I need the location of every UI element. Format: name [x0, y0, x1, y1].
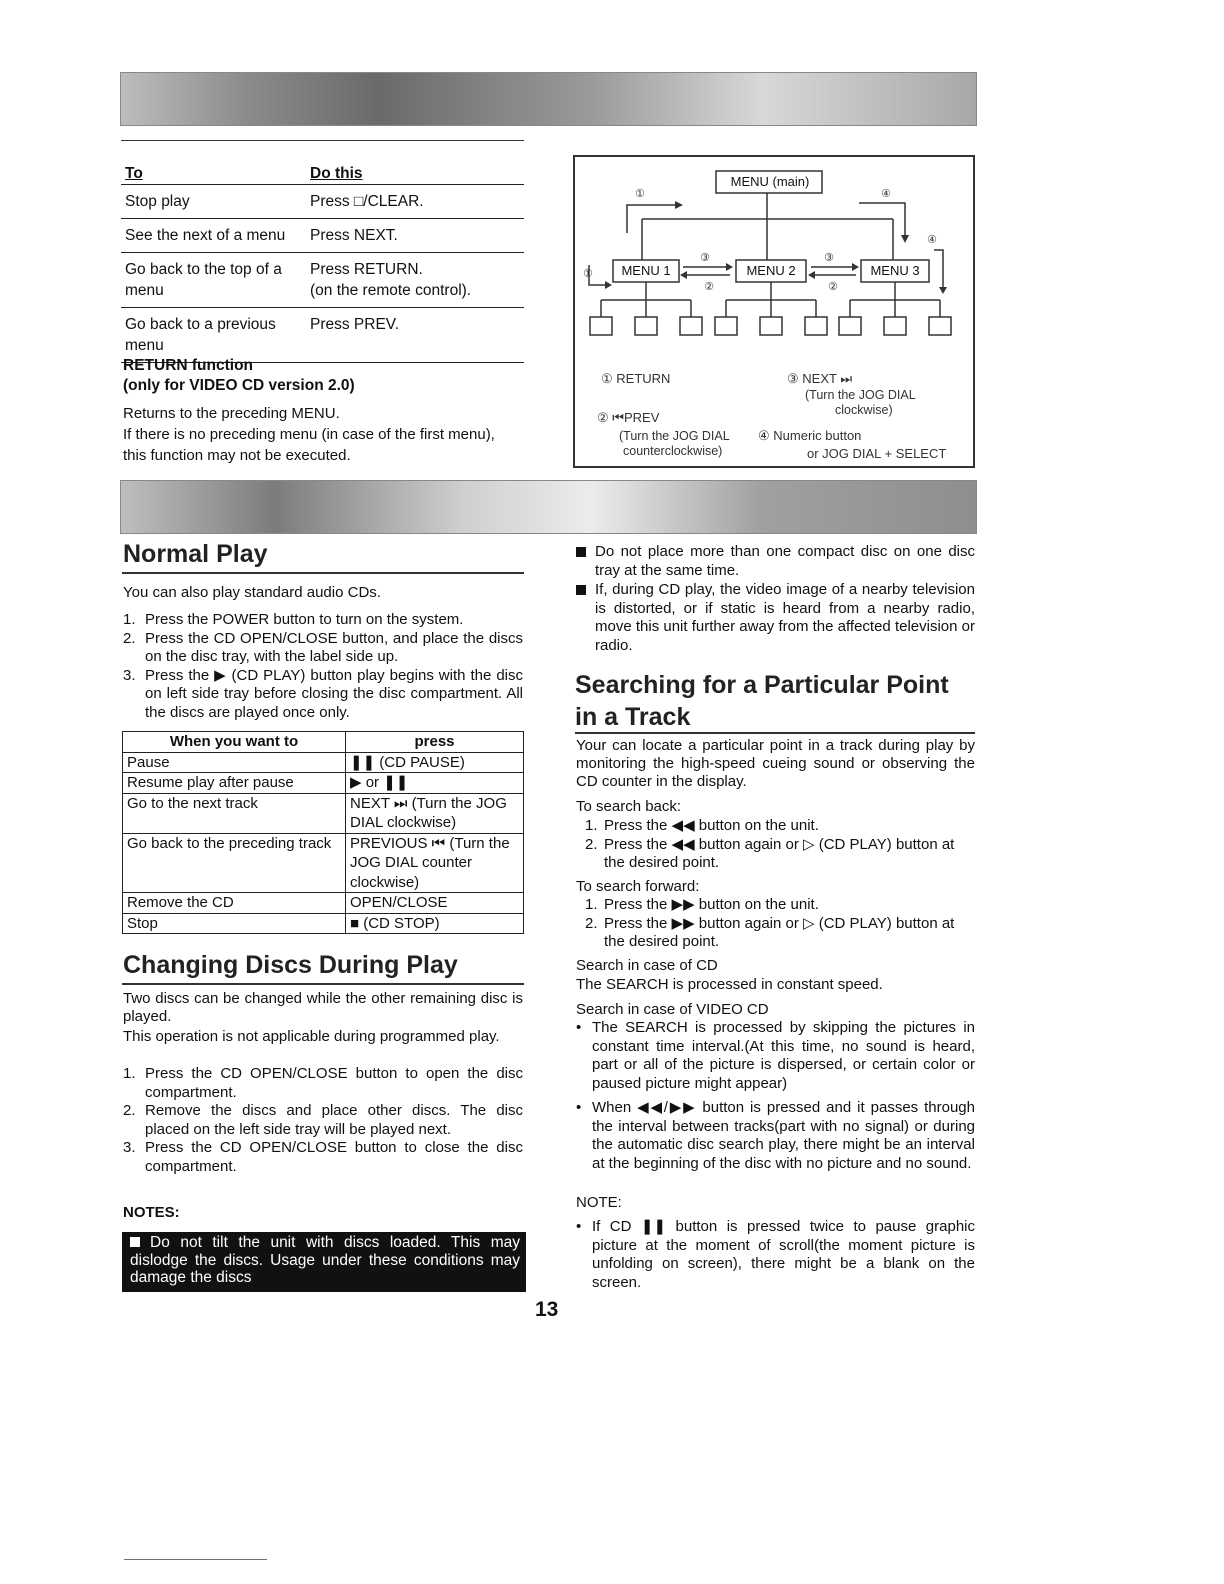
dot-bullet: • — [576, 1019, 582, 1036]
table-header-row — [123, 732, 524, 753]
table-header-row — [121, 163, 524, 185]
list-item — [123, 1102, 523, 1139]
step-number: 2. — [123, 1102, 136, 1119]
return-function-line3: this function may not be executed. — [123, 447, 351, 464]
table-row — [123, 893, 524, 914]
list-item — [123, 1065, 523, 1102]
svg-text:②: ② — [828, 280, 838, 293]
bullet-text: If, during CD play, the video image of a nearby television is distorted, or if static is heard from a nearby radio, move this unit further away from the affected television or radio. — [595, 581, 975, 654]
search-back-label: To search back: — [576, 798, 682, 815]
note-bullet-icon — [130, 1237, 140, 1247]
svg-text:③: ③ — [824, 251, 834, 264]
bullet-text: When ◀◀/▶▶ button is pressed and it passes through the interval between tracks(part with no signal) or during the automatic disc search play, there might be an interval at the beginning of the disc with no picture and no sound. — [592, 1099, 975, 1172]
dot-bullet: • — [576, 1099, 582, 1116]
legend-return: ① RETURN — [601, 371, 671, 386]
note-bullets — [576, 1218, 975, 1292]
note-box — [122, 1232, 526, 1292]
menu-control-table — [121, 163, 524, 363]
table-row — [121, 308, 524, 363]
changing-discs-heading: Changing Discs During Play — [123, 951, 458, 979]
list-item — [585, 817, 975, 836]
row-cell: Press PREV. — [310, 316, 400, 333]
table-row — [123, 752, 524, 773]
search-forward-label: To search forward: — [576, 878, 700, 895]
right-bullets — [576, 543, 975, 655]
step-number: 2. — [585, 914, 598, 932]
list-item — [576, 1099, 975, 1173]
searching-intro: Your can locate a particular point in a track during play by monitoring the high-speed cueing sound or observing the CD counter in the display. — [576, 737, 975, 790]
list-item — [585, 915, 975, 952]
svg-text:④: ④ — [927, 233, 937, 246]
list-item — [123, 1139, 523, 1176]
step-text: Press the ◀◀ button on the unit. — [604, 817, 819, 834]
menu-main-label: MENU (main) — [730, 174, 810, 189]
table-row — [123, 833, 524, 893]
bullet-text: If CD ❚❚ button is pressed twice to pause graphic picture at the moment of scroll(the moment picture is unfolding on screen), there might be a blank on the screen. — [592, 1218, 975, 1291]
note-box-text: Do not tilt the unit with discs loaded. This may dislodge the discs. Usage under these conditions may damage the discs — [130, 1234, 520, 1286]
section-banner — [120, 480, 977, 534]
row-cell: Press □/CLEAR. — [310, 193, 424, 210]
list-item — [585, 896, 975, 915]
search-forward-steps — [585, 896, 975, 952]
legend-numeric-sub: or JOG DIAL + SELECT — [807, 446, 947, 461]
row-cell: See the next of a menu — [125, 227, 286, 244]
list-item — [576, 581, 975, 655]
svg-text:③: ③ — [700, 251, 710, 264]
dot-bullet: • — [576, 1218, 582, 1235]
row-cell: Stop — [123, 913, 346, 934]
search-cd-label: Search in case of CD — [576, 957, 718, 974]
table-row — [121, 219, 524, 253]
menu-diagram — [573, 155, 975, 468]
step-number: 1. — [585, 896, 598, 913]
row-cell: Go back to the top of a menu — [125, 261, 282, 299]
svg-text:①: ① — [583, 267, 593, 280]
normal-play-intro: You can also play standard audio CDs. — [123, 584, 381, 601]
search-vcd-bullets — [576, 1019, 975, 1173]
row-cell: ■ (CD STOP) — [346, 913, 524, 934]
step-number: 1. — [585, 817, 598, 834]
header-do-this: Do this — [310, 165, 363, 182]
list-item — [576, 543, 975, 580]
changing-discs-p2: This operation is not applicable during programmed play. — [123, 1028, 500, 1045]
step-text: Press the ◀◀ button again or ▷ (CD PLAY) button at the desired point. — [604, 835, 955, 871]
step-text: Press the CD OPEN/CLOSE button, and place the discs on the disc tray, with the label side up. — [145, 629, 523, 665]
row-cell: PREVIOUS ⏮ (Turn the JOG DIAL counter clockwise) — [346, 833, 524, 893]
footer-link-line — [124, 1559, 267, 1560]
list-item — [123, 611, 523, 630]
header-to: To — [125, 165, 143, 182]
return-function-subtitle: (only for VIDEO CD version 2.0) — [123, 377, 355, 394]
table-row — [123, 793, 524, 833]
normal-play-table — [122, 731, 524, 934]
search-cd-text: The SEARCH is processed in constant speed. — [576, 976, 883, 993]
searching-heading-line2: in a Track — [575, 703, 691, 731]
row-cell: Pause — [123, 752, 346, 773]
step-text: Remove the discs and place other discs. The disc placed on the left side tray will be played next. — [145, 1102, 523, 1138]
row-cell: NEXT ⏭ (Turn the JOG DIAL clockwise) — [346, 793, 524, 833]
top-rule — [121, 140, 524, 141]
row-cell: Go back to a previous menu — [125, 316, 276, 354]
row-cell: Stop play — [125, 193, 190, 210]
svg-text:①: ① — [635, 187, 645, 200]
menu-3-label: MENU 3 — [870, 263, 920, 278]
svg-text:④: ④ — [881, 187, 891, 200]
svg-text:②: ② — [704, 280, 714, 293]
header-banner — [120, 72, 977, 126]
list-item — [576, 1218, 975, 1292]
square-bullet-icon — [576, 547, 586, 557]
searching-rule — [575, 732, 975, 734]
legend-next-sub1: (Turn the JOG DIAL — [805, 388, 916, 402]
table-row — [123, 773, 524, 794]
list-item — [585, 836, 975, 873]
row-cell: OPEN/CLOSE — [346, 893, 524, 914]
step-number: 2. — [585, 835, 598, 853]
bullet-text: Do not place more than one compact disc on one disc tray at the same time. — [595, 543, 975, 579]
step-text: Press the ▶▶ button on the unit. — [604, 896, 819, 913]
return-function-title: RETURN function — [123, 357, 254, 374]
row-cell: Go to the next track — [123, 793, 346, 833]
header-when: When you want to — [123, 732, 346, 753]
search-vcd-label: Search in case of VIDEO CD — [576, 1001, 769, 1018]
menu-2-label: MENU 2 — [746, 263, 796, 278]
legend-prev-sub1: (Turn the JOG DIAL — [619, 429, 730, 443]
search-back-steps — [585, 817, 975, 873]
legend-prev: ② ⏮PREV — [597, 410, 660, 425]
menu-1-label: MENU 1 — [621, 263, 671, 278]
table-row — [121, 185, 524, 219]
notes-label: NOTES: — [123, 1204, 180, 1221]
step-number: 1. — [123, 1065, 136, 1082]
return-function-line1: Returns to the preceding MENU. — [123, 405, 340, 422]
step-number: 2. — [123, 629, 136, 647]
step-number: 3. — [123, 666, 136, 684]
legend-next-sub2: clockwise) — [835, 403, 893, 417]
header-press: press — [346, 732, 524, 753]
searching-heading-line1: Searching for a Particular Point — [575, 671, 949, 699]
table-row — [121, 253, 524, 308]
row-cell: Remove the CD — [123, 893, 346, 914]
row-cell: Resume play after pause — [123, 773, 346, 794]
step-number: 1. — [123, 611, 136, 628]
step-text: Press the CD OPEN/CLOSE button to open the disc compartment. — [145, 1065, 523, 1101]
searching-heading — [575, 669, 949, 733]
row-cell: ▶ or ❚❚ — [346, 773, 524, 794]
page-number: 13 — [535, 1298, 559, 1321]
normal-play-heading: Normal Play — [123, 540, 268, 568]
normal-play-steps — [123, 611, 523, 722]
changing-discs-steps — [123, 1065, 523, 1176]
legend-next: ③ NEXT ⏭ — [787, 371, 853, 386]
step-text: Press the ▶ (CD PLAY) button play begins with the disc on left side tray before closing the disc compartment. All the discs are played once only. — [145, 666, 523, 721]
row-cell: Press RETURN. (on the remote control). — [310, 261, 472, 299]
return-function-line2: If there is no preceding menu (in case of the first menu), — [123, 426, 495, 443]
legend-numeric: ④ Numeric button — [758, 428, 862, 443]
legend-prev-sub2: counterclockwise) — [623, 444, 723, 458]
square-bullet-icon — [576, 585, 586, 595]
changing-discs-rule — [122, 983, 524, 985]
step-text: Press the POWER button to turn on the system. — [145, 611, 464, 628]
normal-play-rule — [122, 572, 524, 574]
bullet-text: The SEARCH is processed by skipping the pictures in constant time interval.(At this time, no sound is heard, part or all of the picture is dispersed, or certain color or paused picture might appear) — [592, 1019, 975, 1092]
row-cell: Go back to the preceding track — [123, 833, 346, 893]
row-cell: Press NEXT. — [310, 227, 398, 244]
step-number: 3. — [123, 1139, 136, 1156]
row-cell: ❚❚ (CD PAUSE) — [346, 752, 524, 773]
list-item — [123, 667, 523, 723]
table-row — [123, 913, 524, 934]
list-item — [576, 1019, 975, 1093]
list-item — [123, 630, 523, 667]
step-text: Press the CD OPEN/CLOSE button to close the disc compartment. — [145, 1139, 523, 1175]
changing-discs-p1: Two discs can be changed while the other remaining disc is played. — [123, 990, 523, 1025]
step-text: Press the ▶▶ button again or ▷ (CD PLAY) button at the desired point. — [604, 914, 955, 950]
note-label: NOTE: — [576, 1194, 622, 1211]
